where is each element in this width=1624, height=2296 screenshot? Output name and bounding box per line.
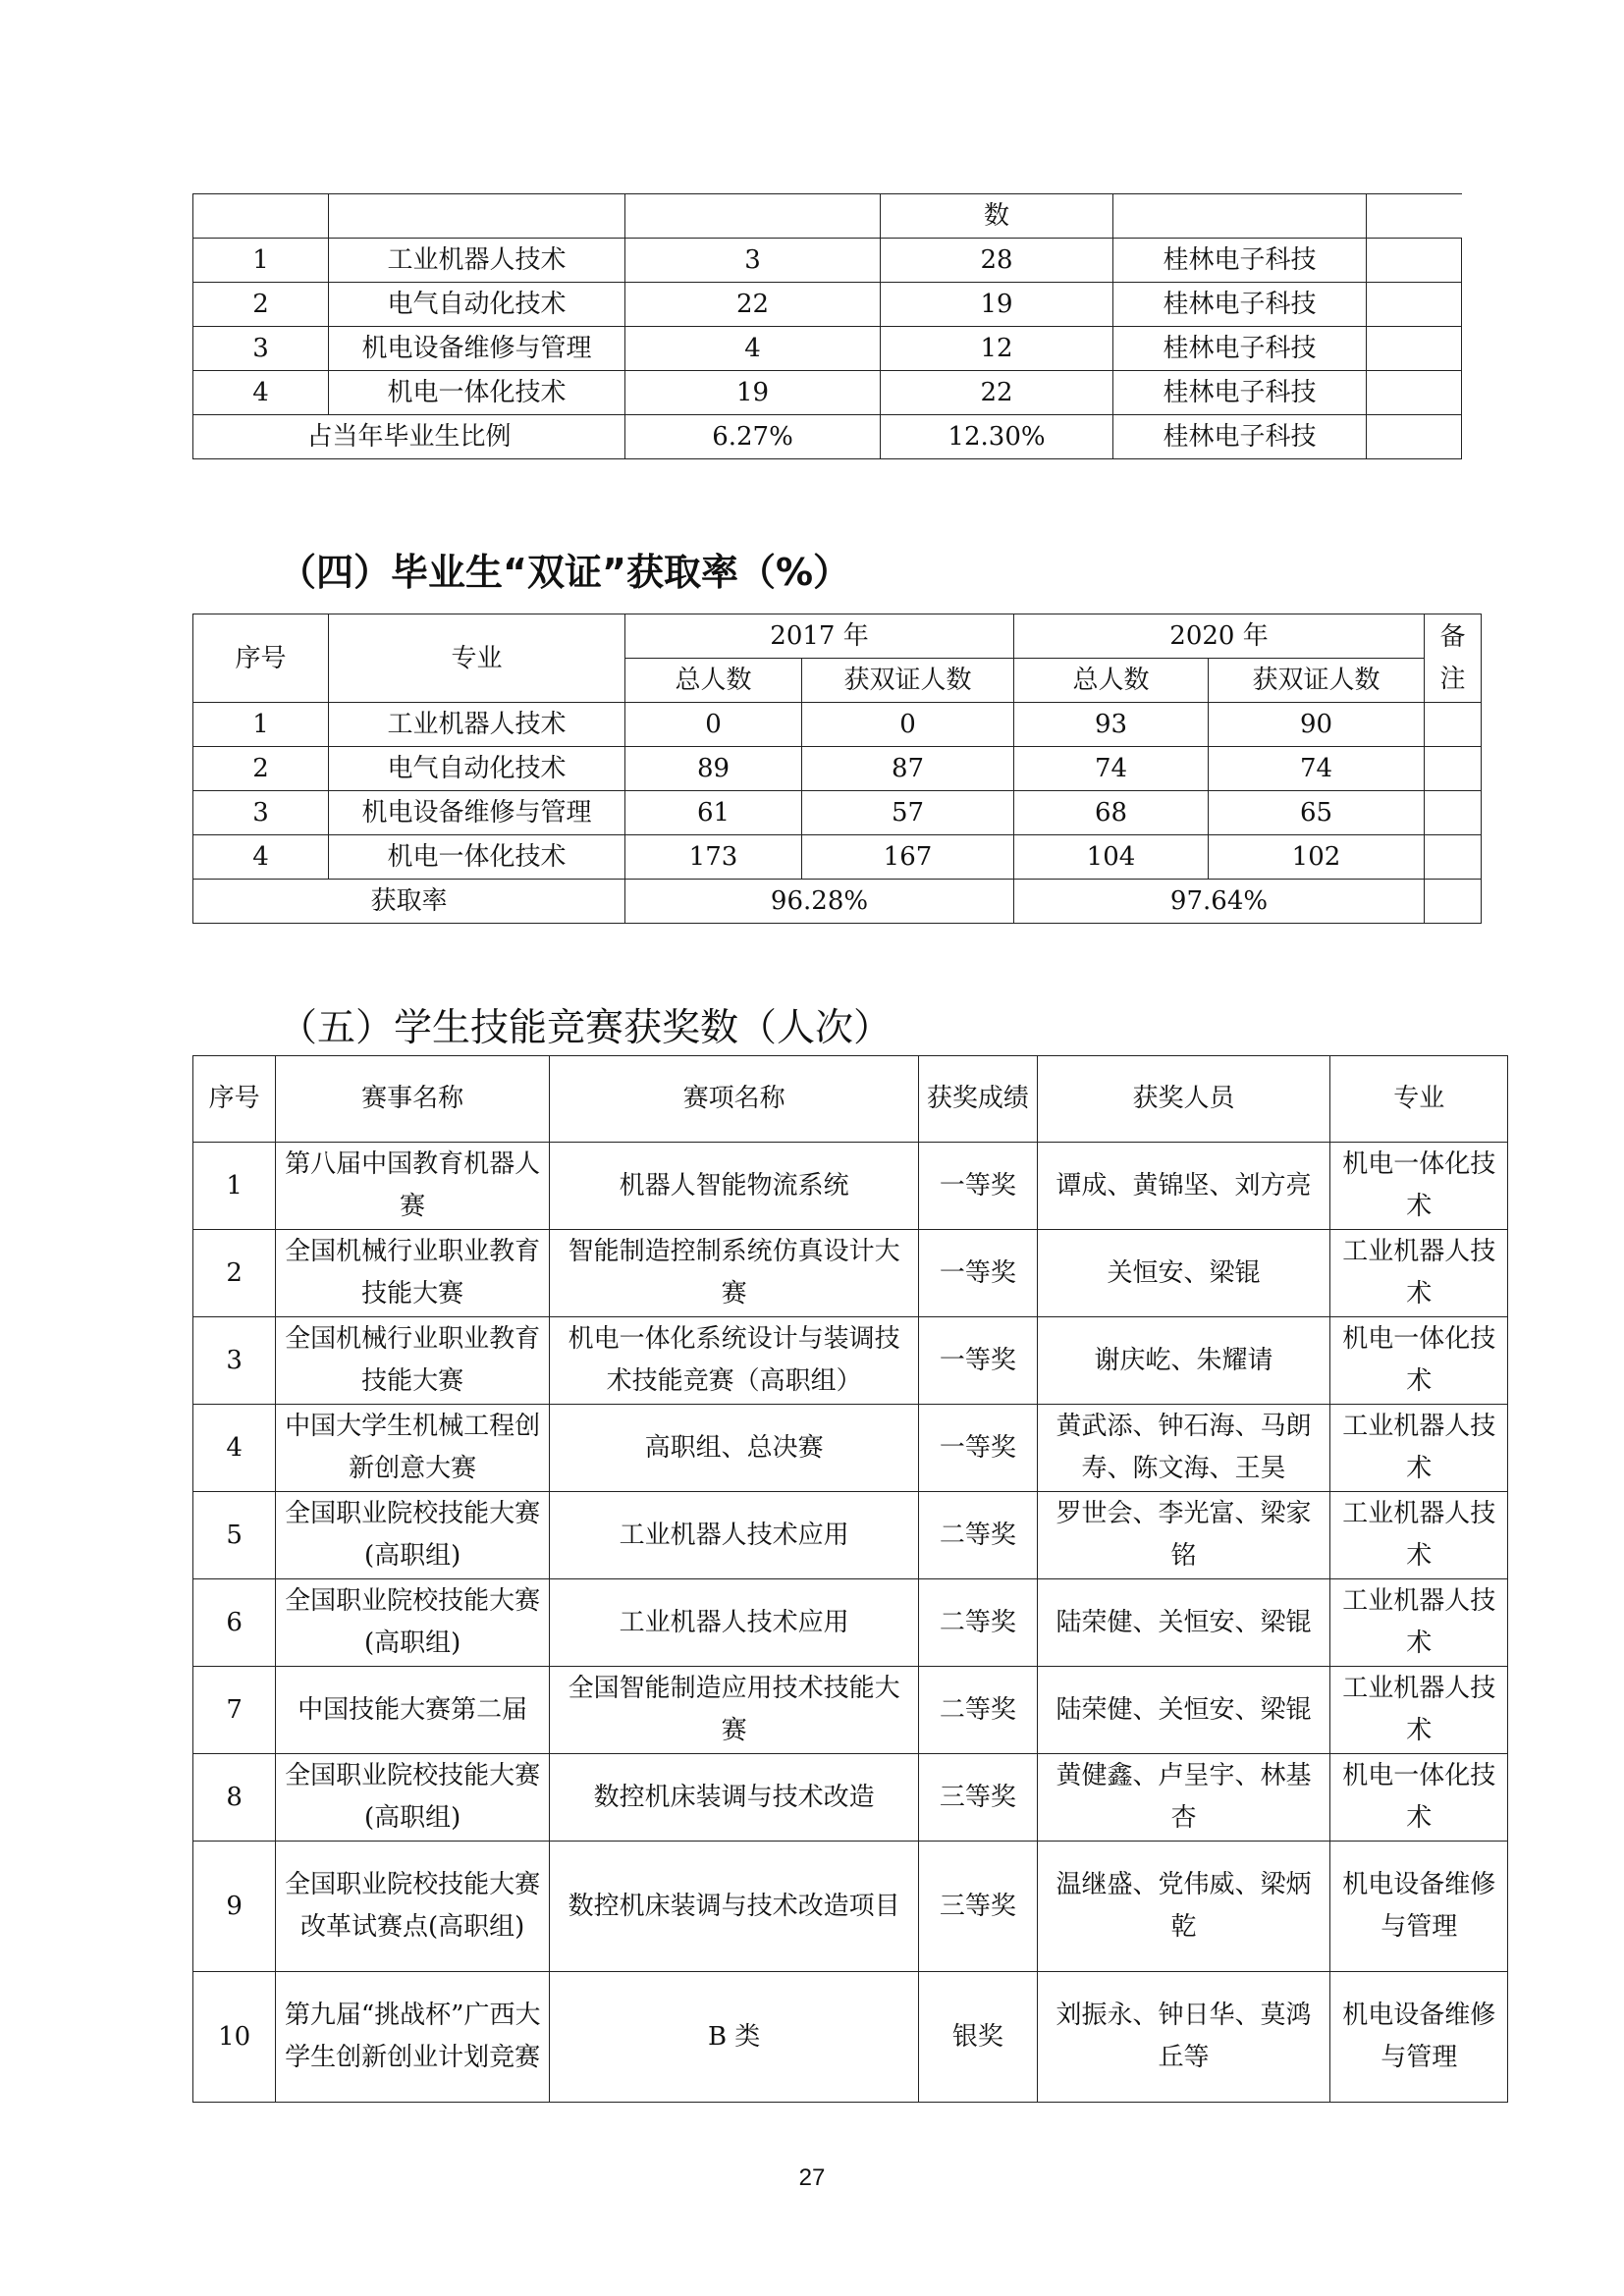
winners-cell: 谢庆屹、朱耀请 [1037,1317,1330,1405]
value-cell: 61 [625,791,802,835]
header-cell: 序号 [193,614,329,703]
note-cell [1425,880,1482,924]
row-number: 1 [193,1143,276,1230]
result-cell: 银奖 [919,1972,1037,2103]
item-cell: B 类 [550,1972,919,2103]
ratio-value: 12.30% [881,415,1113,459]
row-number: 1 [193,703,329,747]
row-number: 3 [193,1317,276,1405]
value-cell: 0 [625,703,802,747]
table-row [193,1492,1508,1579]
value-cell: 74 [1014,747,1209,791]
empty-cell [1367,283,1462,327]
winners-cell: 谭成、黄锦坚、刘方亮 [1037,1143,1330,1230]
major-cell: 工业机器人技术 [329,703,625,747]
winners-cell: 刘振永、钟日华、莫鸿丘等 [1037,1972,1330,2103]
header-cell: 赛项名称 [550,1056,919,1143]
major-cell: 电气自动化技术 [329,283,625,327]
row-number: 6 [193,1579,276,1667]
item-cell: 智能制造控制系统仿真设计大赛 [550,1230,919,1317]
value-cell: 90 [1209,703,1425,747]
result-cell: 三等奖 [919,1754,1037,1842]
dual-cert-table [192,614,1482,924]
value-cell: 桂林电子科技 [1113,283,1367,327]
row-number: 2 [193,1230,276,1317]
winners-cell: 关恒安、梁锟 [1037,1230,1330,1317]
empty-cell [1367,371,1462,415]
table-row [193,283,1462,327]
item-cell: 机器人智能物流系统 [550,1143,919,1230]
value-cell: 74 [1209,747,1425,791]
table-row [193,1230,1508,1317]
result-cell: 一等奖 [919,1230,1037,1317]
value-cell: 3 [625,239,881,283]
table-row [193,747,1482,791]
event-cell: 中国技能大赛第二届 [276,1667,550,1754]
item-cell: 全国智能制造应用技术技能大赛 [550,1667,919,1754]
table-row [193,1405,1508,1492]
header-cell [329,194,625,239]
table-row [193,327,1462,371]
event-cell: 全国机械行业职业教育技能大赛 [276,1317,550,1405]
value-cell: 22 [881,371,1113,415]
header-cell: 2017 年 [625,614,1014,659]
value-cell: 89 [625,747,802,791]
row-number: 3 [193,791,329,835]
row-number: 1 [193,239,329,283]
value-cell: 28 [881,239,1113,283]
row-number: 2 [193,747,329,791]
row-number: 10 [193,1972,276,2103]
value-cell: 桂林电子科技 [1113,327,1367,371]
value-cell: 4 [625,327,881,371]
section-4-heading: （四）毕业生“双证”获取率（%） [279,551,851,594]
result-cell: 三等奖 [919,1842,1037,1972]
result-cell: 一等奖 [919,1143,1037,1230]
value-cell: 桂林电子科技 [1113,239,1367,283]
row-number: 4 [193,835,329,880]
table-row [193,1317,1508,1405]
major-cell: 机电一体化技术 [1330,1143,1508,1230]
event-cell: 全国职业院校技能大赛(高职组) [276,1579,550,1667]
value-cell: 167 [802,835,1014,880]
table-row [193,415,1462,459]
note-cell [1425,703,1482,747]
header-cell: 专业 [329,614,625,703]
empty-cell [1367,327,1462,371]
event-cell: 全国职业院校技能大赛改革试赛点(高职组) [276,1842,550,1972]
header-cell: 专业 [1330,1056,1508,1143]
table-row [193,703,1482,747]
result-cell: 一等奖 [919,1405,1037,1492]
value-cell: 93 [1014,703,1209,747]
event-cell: 第九届“挑战杯”广西大学生创新创业计划竞赛 [276,1972,550,2103]
table-row [193,880,1482,924]
value-cell: 12 [881,327,1113,371]
header-cell: 序号 [193,1056,276,1143]
table-row [193,791,1482,835]
note-cell [1425,835,1482,880]
rate-value: 96.28% [625,880,1014,924]
major-cell: 工业机器人技术 [1330,1405,1508,1492]
table-header-row [193,1056,1508,1143]
item-cell: 工业机器人技术应用 [550,1492,919,1579]
header-cell [193,194,329,239]
header-cell: 数 [881,194,1113,239]
table-row [193,1579,1508,1667]
item-cell: 数控机床装调与技术改造 [550,1754,919,1842]
major-cell: 机电设备维修与管理 [1330,1842,1508,1972]
winners-cell: 黄健鑫、卢呈宇、林基杏 [1037,1754,1330,1842]
header-cell [1367,194,1462,239]
header-cell: 总人数 [1014,659,1209,703]
value-cell: 87 [802,747,1014,791]
table-row [193,194,1462,239]
major-cell: 机电设备维修与管理 [329,327,625,371]
table-row [193,239,1462,283]
major-cell: 机电一体化技术 [329,371,625,415]
major-cell: 机电设备维修与管理 [329,791,625,835]
table-row [193,1754,1508,1842]
table-row [193,835,1482,880]
item-cell: 高职组、总决赛 [550,1405,919,1492]
major-cell: 工业机器人技术 [1330,1492,1508,1579]
value-cell: 22 [625,283,881,327]
major-cell: 工业机器人技术 [1330,1667,1508,1754]
major-cell: 工业机器人技术 [1330,1579,1508,1667]
result-cell: 二等奖 [919,1492,1037,1579]
major-cell: 机电一体化技术 [1330,1754,1508,1842]
value-cell: 173 [625,835,802,880]
value-cell: 57 [802,791,1014,835]
table-row [193,1972,1508,2103]
rate-value: 97.64% [1014,880,1425,924]
empty-cell [1367,415,1462,459]
winners-cell: 罗世会、李光富、梁家铭 [1037,1492,1330,1579]
winners-cell: 陆荣健、关恒安、梁锟 [1037,1579,1330,1667]
header-cell: 总人数 [625,659,802,703]
note-cell [1425,747,1482,791]
value-cell: 19 [625,371,881,415]
table-row [193,1143,1508,1230]
header-cell: 2020 年 [1014,614,1425,659]
major-cell: 机电一体化技术 [1330,1317,1508,1405]
event-cell: 全国职业院校技能大赛(高职组) [276,1492,550,1579]
row-number: 4 [193,1405,276,1492]
row-number: 8 [193,1754,276,1842]
value-cell: 19 [881,283,1113,327]
header-cell: 获奖成绩 [919,1056,1037,1143]
row-number: 5 [193,1492,276,1579]
continued-table [192,193,1462,459]
result-cell: 二等奖 [919,1667,1037,1754]
empty-cell [1367,239,1462,283]
event-cell: 第八届中国教育机器人赛 [276,1143,550,1230]
result-cell: 一等奖 [919,1317,1037,1405]
major-cell: 电气自动化技术 [329,747,625,791]
event-cell: 全国职业院校技能大赛(高职组) [276,1754,550,1842]
header-cell: 获奖人员 [1037,1056,1330,1143]
header-cell: 备注 [1425,614,1482,703]
major-cell: 机电设备维修与管理 [1330,1972,1508,2103]
table-row [193,1667,1508,1754]
page-number: 27 [798,2164,826,2191]
value-cell: 桂林电子科技 [1113,371,1367,415]
header-cell: 获双证人数 [802,659,1014,703]
rate-label: 获取率 [193,880,625,924]
major-cell: 机电一体化技术 [329,835,625,880]
item-cell: 数控机床装调与技术改造项目 [550,1842,919,1972]
header-cell [1113,194,1367,239]
value-cell: 65 [1209,791,1425,835]
ratio-value: 6.27% [625,415,881,459]
section-5-heading: （五）学生技能竞赛获奖数（人次） [279,1006,893,1050]
header-cell: 赛事名称 [276,1056,550,1143]
table-row [193,371,1462,415]
row-number: 3 [193,327,329,371]
value-cell: 102 [1209,835,1425,880]
row-number: 4 [193,371,329,415]
item-cell: 机电一体化系统设计与装调技术技能竞赛（高职组） [550,1317,919,1405]
row-number: 7 [193,1667,276,1754]
table-row [193,1842,1508,1972]
note-cell [1425,791,1482,835]
result-cell: 二等奖 [919,1579,1037,1667]
event-cell: 全国机械行业职业教育技能大赛 [276,1230,550,1317]
winners-cell: 陆荣健、关恒安、梁锟 [1037,1667,1330,1754]
row-number: 2 [193,283,329,327]
competition-awards-table [192,1055,1508,2103]
value-cell: 0 [802,703,1014,747]
winners-cell: 温继盛、党伟威、梁炳乾 [1037,1842,1330,1972]
major-cell: 工业机器人技术 [1330,1230,1508,1317]
header-cell: 获双证人数 [1209,659,1425,703]
value-cell: 104 [1014,835,1209,880]
winners-cell: 黄武添、钟石海、马朗寿、陈文海、王昊 [1037,1405,1330,1492]
item-cell: 工业机器人技术应用 [550,1579,919,1667]
ratio-value: 桂林电子科技 [1113,415,1367,459]
row-number: 9 [193,1842,276,1972]
event-cell: 中国大学生机械工程创新创意大赛 [276,1405,550,1492]
table-header-row [193,614,1482,659]
major-cell: 工业机器人技术 [329,239,625,283]
ratio-label: 占当年毕业生比例 [193,415,625,459]
value-cell: 68 [1014,791,1209,835]
header-cell [625,194,881,239]
